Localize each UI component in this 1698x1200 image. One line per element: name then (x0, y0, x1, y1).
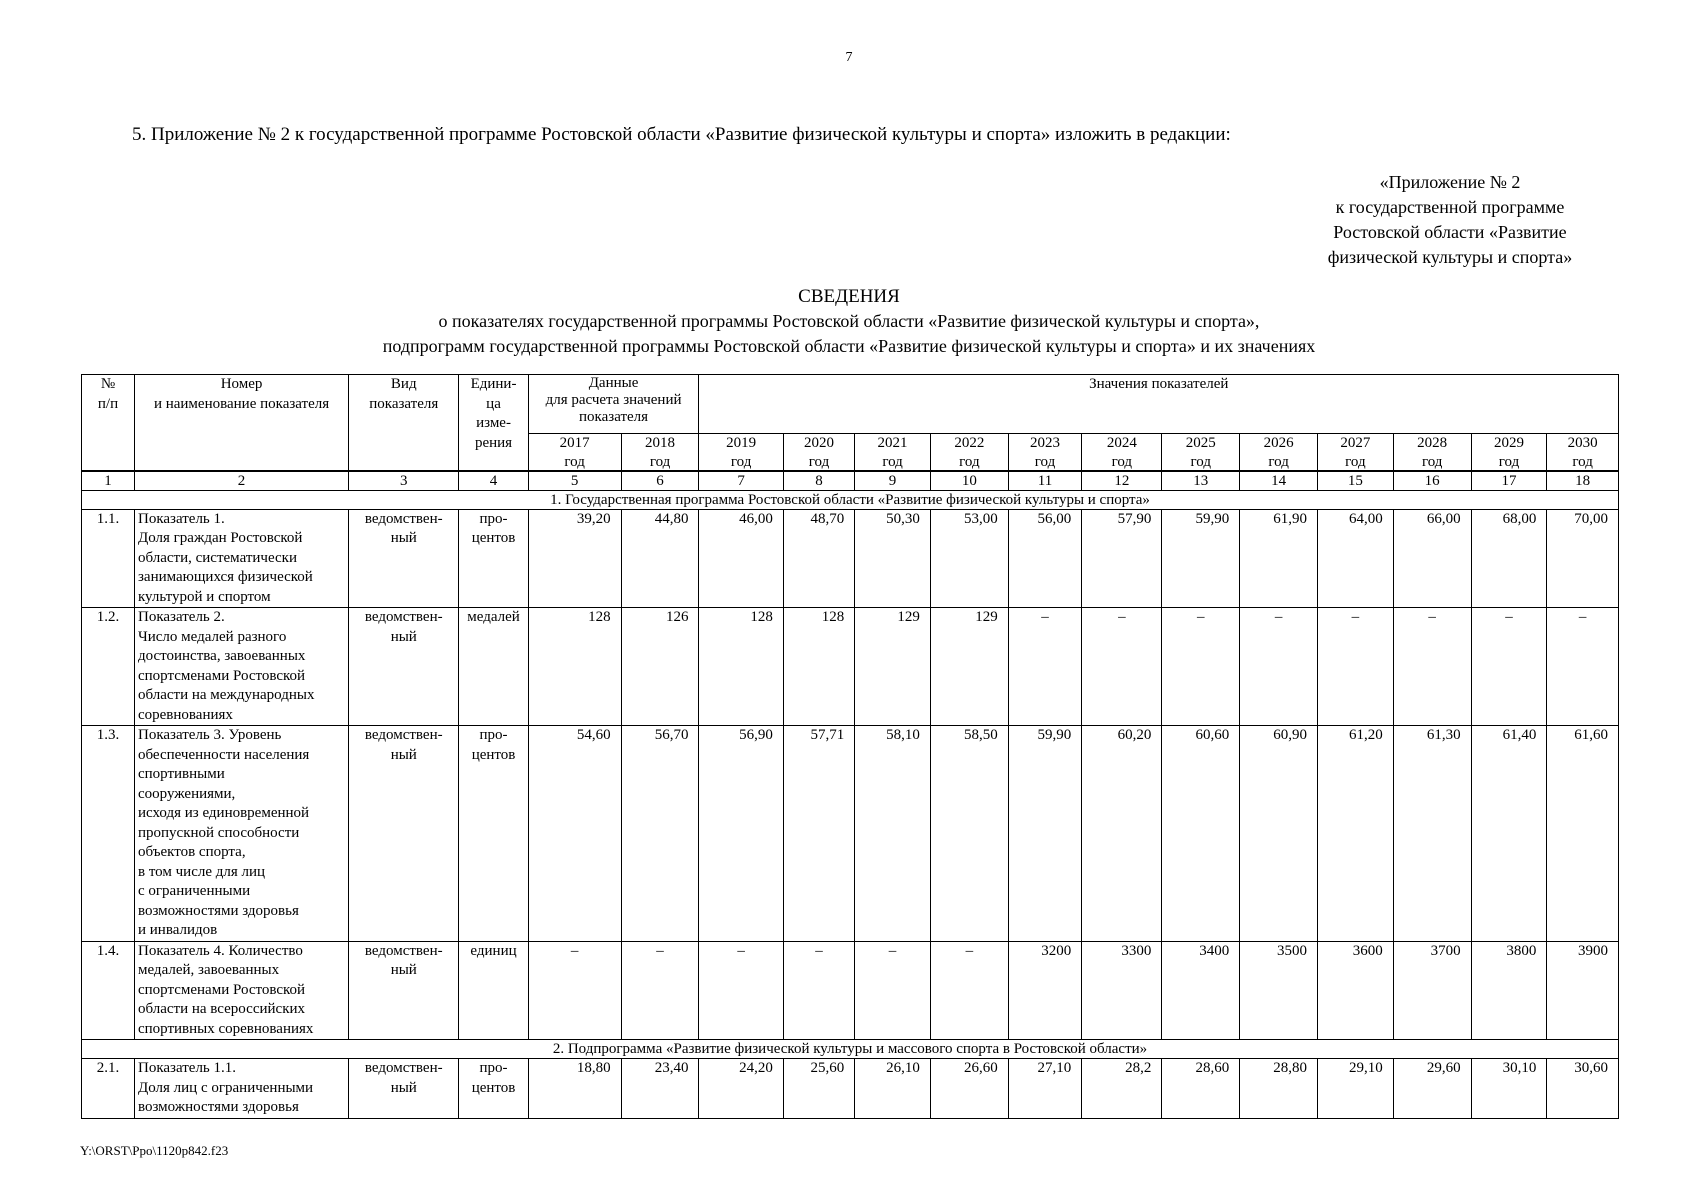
header-row (82, 375, 1619, 434)
header-text: п/п (97, 395, 119, 412)
year-label: 2023 (1030, 435, 1061, 451)
value-cell: 39,20 (528, 509, 621, 608)
value-cell: – (855, 941, 931, 1040)
value-cell: 28,60 (1162, 1059, 1240, 1119)
cell-line: достоинства, завоеванных (137, 648, 306, 664)
year-header (699, 434, 783, 471)
value-cell: 58,50 (930, 726, 1008, 942)
value-cell: 128 (528, 608, 621, 726)
column-number: 10 (930, 471, 1008, 491)
cell-line: про- (479, 727, 508, 743)
indicator-unit (459, 1059, 528, 1119)
value-cell: 58,10 (855, 726, 931, 942)
year-suffix: год (1111, 453, 1133, 470)
value-cell: 57,71 (783, 726, 854, 942)
header-text: Номер (220, 376, 263, 392)
year-suffix: год (882, 453, 903, 470)
year-label: 2026 (1263, 435, 1294, 451)
column-number: 7 (699, 471, 783, 491)
cell-line: Доля граждан Ростовской (137, 530, 303, 546)
indicator-name (134, 941, 348, 1040)
cell-line: сооружениями, (137, 785, 236, 802)
cell-line: ный (390, 628, 417, 645)
column-number: 15 (1318, 471, 1394, 491)
header-text: изме- (476, 415, 511, 431)
year-suffix: год (959, 453, 980, 470)
value-cell: 30,10 (1471, 1059, 1547, 1119)
value-cell: 29,10 (1318, 1059, 1394, 1119)
cell-line: возможностями здоровья (137, 902, 299, 919)
year-label: 2029 (1493, 435, 1524, 451)
value-cell: 3500 (1240, 941, 1318, 1040)
cell-line: про- (479, 510, 508, 527)
header-text: Едини- (470, 376, 517, 392)
year-label: 2020 (804, 435, 835, 451)
cell-line: спортивными (137, 766, 225, 782)
value-cell: 60,60 (1162, 726, 1240, 942)
year-label: 2019 (726, 435, 757, 451)
cell-line: области, систематически (137, 549, 297, 566)
cell-line: ведомствен- (364, 942, 443, 959)
year-label: 2027 (1340, 435, 1371, 451)
year-suffix: год (1421, 453, 1443, 470)
value-cell: 26,60 (930, 1059, 1008, 1119)
value-cell: 128 (699, 608, 783, 726)
section-title: 2. Подпрограмма «Развитие физической культуры и массового спорта в Ростовской области» (82, 1040, 1619, 1059)
cell-line: ный (390, 746, 417, 763)
cell-line: центов (471, 746, 516, 763)
document-heading (0, 284, 1698, 359)
value-cell: 61,90 (1240, 509, 1318, 608)
value-cell: 61,60 (1547, 726, 1619, 942)
value-cell: – (621, 941, 699, 1040)
value-cell: 68,00 (1471, 509, 1547, 608)
value-cell: 3700 (1393, 941, 1471, 1040)
column-number: 2 (134, 471, 348, 491)
cell-line: объектов спорта, (137, 844, 246, 860)
year-header (1471, 434, 1547, 471)
value-cell: 23,40 (621, 1059, 699, 1119)
cell-line: ведомствен- (364, 510, 443, 527)
page-number: 7 (845, 50, 853, 65)
cell-line: Показатель 1.1. (137, 1060, 237, 1076)
indicator-unit (459, 726, 528, 942)
year-header (783, 434, 854, 471)
section-row (82, 490, 1619, 509)
value-cell: – (699, 941, 783, 1040)
value-cell: 61,30 (1393, 726, 1471, 942)
year-header (621, 434, 699, 471)
value-cell: 50,30 (855, 509, 931, 608)
value-cell: 56,70 (621, 726, 699, 942)
cell-line: области на всероссийских (137, 1001, 306, 1017)
value-cell: 3400 (1162, 941, 1240, 1040)
value-cell: 29,60 (1393, 1059, 1471, 1119)
year-suffix: год (1034, 453, 1056, 470)
cell-line: про- (479, 1060, 508, 1076)
year-suffix: год (564, 453, 585, 470)
cell-line: ведомствен- (364, 609, 443, 625)
indicator-unit (459, 608, 528, 726)
file-path-footer: Y:\ORST\Ppo\1120p842.f23 (80, 1143, 229, 1158)
cell-line: занимающихся физической (137, 569, 313, 585)
value-cell: 56,00 (1008, 509, 1082, 608)
value-cell: 70,00 (1547, 509, 1619, 608)
year-label: 2024 (1106, 435, 1137, 451)
year-suffix: год (730, 453, 752, 470)
header-values (699, 375, 1619, 434)
value-cell: – (1547, 608, 1619, 726)
cell-line: ный (390, 1079, 417, 1096)
column-number: 13 (1162, 471, 1240, 491)
section-row (82, 1040, 1619, 1059)
value-cell: 66,00 (1393, 509, 1471, 608)
indicator-name (134, 608, 348, 726)
value-cell: – (528, 941, 621, 1040)
table-row (82, 608, 1619, 726)
column-number: 3 (349, 471, 459, 491)
value-cell: – (1008, 608, 1082, 726)
cell-line: культурой и спортом (137, 588, 271, 605)
header-text: № (100, 376, 116, 392)
value-cell: 27,10 (1008, 1059, 1082, 1119)
value-cell: 3200 (1008, 941, 1082, 1040)
year-label: 2030 (1567, 435, 1598, 451)
header-text: Значения показателей (1089, 376, 1229, 392)
value-cell: 129 (855, 608, 931, 726)
cell-line: исходя из единовременной (137, 805, 310, 821)
value-cell: 24,20 (699, 1059, 783, 1119)
year-label: 2022 (954, 435, 985, 451)
value-cell: 56,90 (699, 726, 783, 942)
header-text: ца (486, 395, 501, 412)
heading-line: о показателях государственной программы Ростовской области «Развитие физической культуры и спорта», (438, 311, 1260, 331)
header-text: для расчета значений (545, 392, 682, 408)
year-suffix: год (1572, 453, 1593, 470)
value-cell: – (1393, 608, 1471, 726)
table-row (82, 1059, 1619, 1119)
cell-line: пропускной способности (137, 824, 300, 841)
year-header (1547, 434, 1619, 471)
cell-line: Доля лиц с ограниченными (137, 1079, 314, 1096)
value-cell: – (1471, 608, 1547, 726)
cell-line: ведомствен- (364, 727, 443, 743)
row-number: 1.2. (82, 608, 135, 726)
indicator-type (349, 608, 459, 726)
year-header (1318, 434, 1394, 471)
heading-title: СВЕДЕНИЯ (798, 286, 900, 307)
value-cell: 30,60 (1547, 1059, 1619, 1119)
year-header (528, 434, 621, 471)
header-calc (528, 375, 699, 434)
value-cell: 48,70 (783, 509, 854, 608)
indicator-unit (459, 941, 528, 1040)
appendix-line: к государственной программе (1335, 197, 1565, 217)
header-text: Данные (588, 375, 639, 391)
cell-line: центов (471, 530, 516, 546)
cell-line: ный (390, 962, 417, 978)
header-type (349, 375, 459, 471)
value-cell: 3800 (1471, 941, 1547, 1040)
indicator-type (349, 941, 459, 1040)
year-header (1008, 434, 1082, 471)
year-label: 2028 (1417, 435, 1448, 451)
value-cell: 25,60 (783, 1059, 854, 1119)
value-cell: 53,00 (930, 509, 1008, 608)
year-suffix: год (1498, 453, 1520, 470)
year-suffix: год (1345, 453, 1366, 470)
header-text: Вид (390, 376, 417, 392)
value-cell: – (1162, 608, 1240, 726)
column-number: 14 (1240, 471, 1318, 491)
value-cell: – (783, 941, 854, 1040)
value-cell: 64,00 (1318, 509, 1394, 608)
cell-line: спортсменами Ростовской (137, 667, 306, 684)
value-cell: 18,80 (528, 1059, 621, 1119)
year-suffix: год (808, 453, 830, 470)
value-cell: 44,80 (621, 509, 699, 608)
column-number: 16 (1393, 471, 1471, 491)
header-text: показателя (579, 409, 649, 425)
intro-paragraph: 5. Приложение № 2 к государственной программе Ростовской области «Развитие физической культуры и спорта» изложить в редакции: (132, 124, 1231, 145)
column-number: 11 (1008, 471, 1082, 491)
value-cell: 54,60 (528, 726, 621, 942)
cell-line: ный (390, 530, 417, 546)
value-cell: 3300 (1082, 941, 1162, 1040)
year-suffix: год (1190, 453, 1211, 470)
row-number: 1.1. (82, 509, 135, 608)
cell-line: Показатель 3. Уровень (137, 727, 282, 743)
appendix-line: Ростовской области «Развитие (1333, 222, 1567, 242)
value-cell: 59,90 (1162, 509, 1240, 608)
value-cell: 3900 (1547, 941, 1619, 1040)
value-cell: 3600 (1318, 941, 1394, 1040)
table-row (82, 726, 1619, 942)
cell-line: с ограниченными (137, 883, 251, 899)
indicator-type (349, 726, 459, 942)
indicator-name (134, 726, 348, 942)
indicators-table (81, 374, 1619, 1119)
value-cell: – (930, 941, 1008, 1040)
value-cell: 126 (621, 608, 699, 726)
year-suffix: год (649, 453, 671, 470)
column-number: 6 (621, 471, 699, 491)
value-cell: – (1082, 608, 1162, 726)
cell-line: спортсменами Ростовской (137, 981, 306, 998)
value-cell: 61,40 (1471, 726, 1547, 942)
heading-line: подпрограмм государственной программы Ростовской области «Развитие физической культуры и спорта» и их значениях (382, 336, 1316, 356)
row-number: 2.1. (82, 1059, 135, 1119)
column-number: 5 (528, 471, 621, 491)
table-row (82, 941, 1619, 1040)
cell-line: обеспеченности населения (137, 746, 310, 763)
header-name (134, 375, 348, 471)
section-title: 1. Государственная программа Ростовской области «Развитие физической культуры и спорта» (82, 490, 1619, 509)
year-header (855, 434, 931, 471)
value-cell: 28,2 (1082, 1059, 1162, 1119)
row-number: 1.4. (82, 941, 135, 1040)
column-number: 17 (1471, 471, 1547, 491)
cell-line: спортивных соревнованиях (137, 1020, 314, 1037)
year-header (1082, 434, 1162, 471)
header-text: и наименование показателя (153, 395, 330, 412)
value-cell: 61,20 (1318, 726, 1394, 942)
year-label: 2017 (559, 435, 590, 451)
column-number: 18 (1547, 471, 1619, 491)
cell-line: Показатель 1. (137, 510, 225, 527)
value-cell: 128 (783, 608, 854, 726)
indicator-type (349, 509, 459, 608)
header-text: показателя (369, 395, 439, 412)
appendix-line: «Приложение № 2 (1379, 172, 1521, 192)
cell-line: Число медалей разного (137, 628, 287, 645)
cell-line: в том числе для лиц (137, 863, 266, 880)
year-label: 2025 (1185, 435, 1216, 451)
cell-line: соревнованиях (137, 706, 233, 723)
indicator-type (349, 1059, 459, 1119)
appendix-line: физической культуры и спорта» (1327, 247, 1573, 267)
year-label: 2018 (645, 435, 676, 451)
column-number: 4 (459, 471, 528, 491)
value-cell: 60,90 (1240, 726, 1318, 942)
year-suffix: год (1268, 453, 1289, 470)
year-header (930, 434, 1008, 471)
column-numbers-row (82, 471, 1619, 491)
cell-line: возможностями здоровья (137, 1099, 299, 1115)
year-header (1393, 434, 1471, 471)
value-cell: 129 (930, 608, 1008, 726)
column-number: 12 (1082, 471, 1162, 491)
indicator-unit (459, 509, 528, 608)
year-header (1240, 434, 1318, 471)
year-label: 2021 (877, 435, 908, 451)
cell-line: медалей, завоеванных (137, 962, 280, 978)
value-cell: 46,00 (699, 509, 783, 608)
indicator-name (134, 1059, 348, 1119)
value-cell: – (1318, 608, 1394, 726)
header-num (82, 375, 135, 471)
cell-line: области на международных (137, 687, 315, 703)
table-row (82, 509, 1619, 608)
column-number: 8 (783, 471, 854, 491)
header-unit (459, 375, 528, 471)
appendix-header (1300, 170, 1600, 270)
value-cell: 60,20 (1082, 726, 1162, 942)
value-cell: 59,90 (1008, 726, 1082, 942)
cell-line: Показатель 4. Количество (137, 942, 303, 959)
header-text: рения (474, 434, 513, 451)
value-cell: – (1240, 608, 1318, 726)
year-header (1162, 434, 1240, 471)
cell-line: медалей (467, 609, 520, 625)
column-number: 9 (855, 471, 931, 491)
cell-line: ведомствен- (364, 1060, 443, 1076)
indicator-name (134, 509, 348, 608)
cell-line: и инвалидов (137, 922, 218, 938)
cell-line: Показатель 2. (137, 609, 225, 625)
row-number: 1.3. (82, 726, 135, 942)
value-cell: 26,10 (855, 1059, 931, 1119)
column-number: 1 (82, 471, 135, 491)
cell-line: центов (471, 1079, 516, 1096)
value-cell: 57,90 (1082, 509, 1162, 608)
cell-line: единиц (470, 942, 517, 959)
value-cell: 28,80 (1240, 1059, 1318, 1119)
